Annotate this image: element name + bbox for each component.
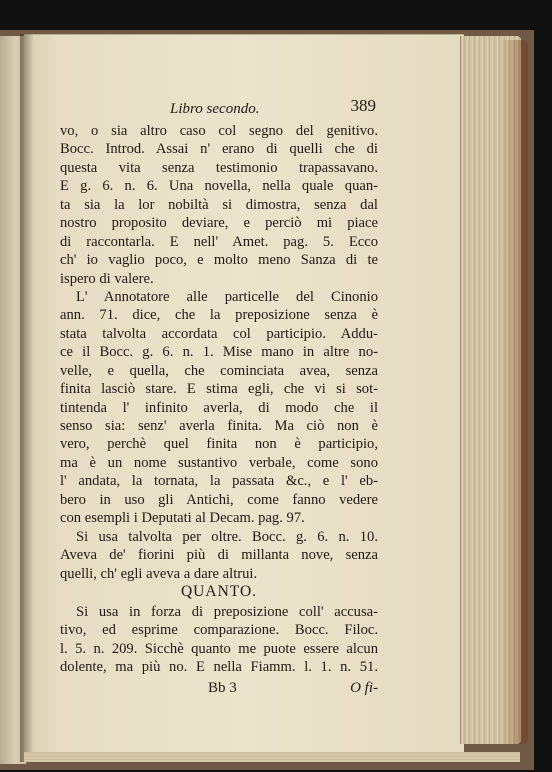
text-line: finita lasciò stare. E stima egli, che vi si sot-	[60, 381, 378, 398]
text-line: quelli, ch' egli aveva a dare altrui.	[60, 565, 258, 582]
paragraph-3	[60, 528, 378, 583]
text-line: vero, perchè quel finita non è participio,	[60, 436, 378, 453]
text-line: bero in uso gli Antichi, come fanno vedere	[60, 491, 378, 508]
section-heading: QUANTO.	[180, 582, 258, 600]
text-line: nostro proposito deviare, e perciò mi piace	[60, 215, 378, 232]
text-line: Aveva de' fiorini più di millanta nove, senza	[60, 547, 378, 564]
bottom-page-edges	[24, 752, 520, 762]
text-line: dolente, ma più no. E nella Fiamm. l. 1. n. 51.	[60, 659, 378, 676]
text-line: ch' io vaglio poco, e molto meno Sanza di te	[60, 252, 378, 269]
text-line: questa vita senza testimonio trapassavano.	[60, 159, 378, 176]
catchword: O fi-	[350, 679, 378, 696]
text-line: velle, e quella, che cominciata avea, senza	[60, 362, 378, 379]
paragraph-1	[60, 122, 378, 288]
text-block	[60, 96, 378, 699]
text-line: vo, o sia altro caso col segno del genitivo.	[60, 123, 378, 139]
text-line: E g. 6. n. 6. Una novella, nella quale quan-	[60, 178, 378, 195]
text-line: tivo, ed esprime comparazione. Bocc. Filoc.	[60, 622, 378, 639]
paragraph-4	[60, 603, 378, 677]
page-edges-shade	[500, 40, 528, 744]
running-head-title: Libro secondo.	[170, 101, 260, 117]
text-line: stata talvolta accordata col participio. Addu-	[60, 325, 378, 342]
page-number: 389	[350, 96, 376, 115]
text-line: Si usa in forza di preposizione coll' accusa-	[76, 603, 378, 620]
text-line: ma è un nome sustantivo verbale, come sono	[60, 454, 378, 471]
text-line: di raccontarla. E nell' Amet. pag. 5. Ecco	[60, 233, 378, 250]
paragraph-2	[60, 288, 378, 528]
signature-mark: Bb 3	[208, 679, 237, 696]
text-line: ispero di valere.	[60, 270, 154, 287]
text-line: ann. 71. dice, che la preposizione senza è	[60, 307, 378, 324]
text-line: senso sia: senz' averla finita. Ma ciò non è	[60, 418, 378, 434]
running-head	[60, 96, 378, 122]
text-line: Bocc. Introd. Assai n' erano di quelli che di	[60, 141, 378, 158]
text-line: L' Annotatore alle particelle del Cinonio	[76, 288, 378, 305]
text-line: Si usa talvolta per oltre. Bocc. g. 6. n. 10.	[76, 528, 378, 545]
text-line: l. 5. n. 209. Sicchè quanto me puote essere alcun	[60, 640, 378, 657]
page-footer	[60, 679, 378, 699]
gutter-shadow	[20, 34, 34, 762]
text-line: tintenda l' infinito averla, di modo che il	[60, 399, 378, 416]
text-line: con esempli i Deputati al Decam. pag. 97.	[60, 510, 305, 527]
text-line: ce il Bocc. g. 6. n. 1. Mise mano in altre no-	[60, 344, 378, 361]
text-line: ta sia la lor nobiltà si dimostra, senza dal	[60, 196, 378, 213]
text-line: l' andata, la tornata, la passata &c., e l' eb-	[60, 473, 378, 490]
